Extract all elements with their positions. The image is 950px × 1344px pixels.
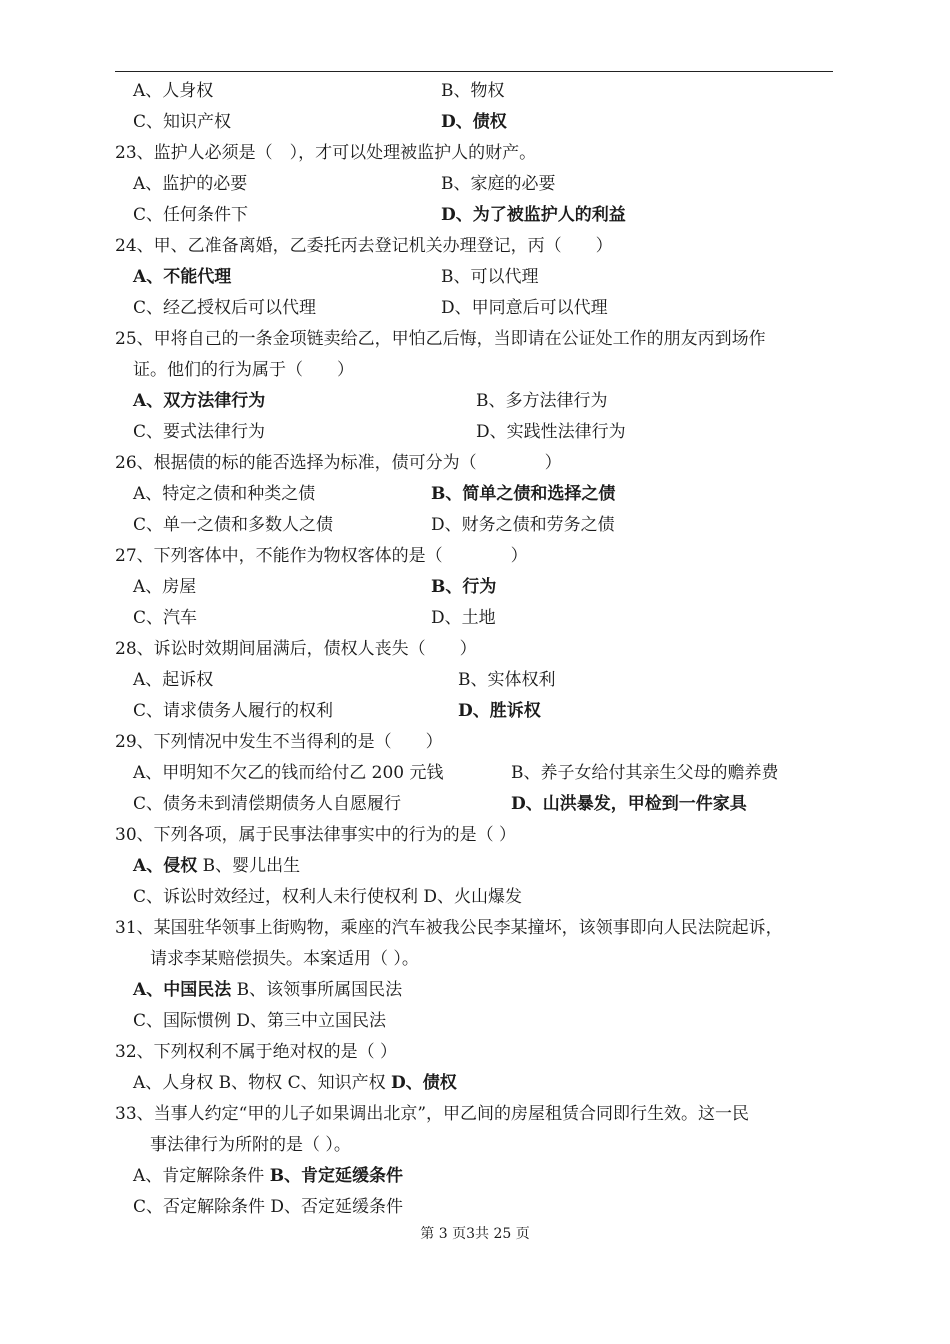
text-line xyxy=(133,360,354,380)
line-text: 23、监护人必须是（ ），才可以处理被监护人的财产。 xyxy=(115,143,537,163)
line-text: 25、甲将自己的一条金项链卖给乙，甲怕乙后悔，当即请在公证处工作的朋友丙到场作 xyxy=(115,329,766,349)
text-line xyxy=(133,577,196,597)
text-line xyxy=(441,174,556,194)
line-text: D、土地 xyxy=(431,608,496,628)
line-text: A、人身权 B、物权 C、知识产权 xyxy=(133,1073,391,1093)
answer-text: D、债权 xyxy=(441,112,507,132)
text-line xyxy=(441,81,505,101)
line-text: B、婴儿出生 xyxy=(197,856,301,876)
answer-text: D、债权 xyxy=(391,1073,457,1093)
line-text: 24、甲、乙准备离婚，乙委托丙去登记机关办理登记，丙（ ） xyxy=(115,236,613,256)
line-text: A、起诉权 xyxy=(133,670,214,690)
text-line xyxy=(115,329,766,349)
line-text: 32、下列权利不属于绝对权的是（ ） xyxy=(115,1042,398,1062)
line-text: C、否定解除条件 D、否定延缓条件 xyxy=(133,1197,404,1217)
line-text: 27、下列客体中，不能作为物权客体的是（ ） xyxy=(115,546,528,566)
text-line xyxy=(150,1135,351,1155)
answer-text: D、胜诉权 xyxy=(458,701,541,721)
line-text: A、甲明知不欠乙的钱而给付乙 200 元钱 xyxy=(133,763,444,783)
text-line xyxy=(115,732,443,752)
line-text: C、债务未到清偿期债务人自愿履行 xyxy=(133,794,402,814)
text-line xyxy=(115,918,783,938)
text-line xyxy=(133,763,444,783)
text-line xyxy=(133,391,265,411)
line-text: C、单一之债和多数人之债 xyxy=(133,515,334,535)
answer-text: B、简单之债和选择之债 xyxy=(431,484,616,504)
line-text: D、甲同意后可以代理 xyxy=(441,298,608,318)
text-line xyxy=(441,267,539,287)
line-text: C、任何条件下 xyxy=(133,205,249,225)
text-line xyxy=(511,763,779,783)
text-line xyxy=(133,267,231,287)
text-line xyxy=(115,639,477,659)
line-text: B、可以代理 xyxy=(441,267,539,287)
line-text: A、监护的必要 xyxy=(133,174,248,194)
line-text: D、实践性法律行为 xyxy=(476,422,626,442)
text-line xyxy=(133,1011,386,1031)
answer-text: A、不能代理 xyxy=(133,267,232,287)
text-line xyxy=(458,670,556,690)
line-text: 证。他们的行为属于（ ） xyxy=(133,360,354,380)
text-line xyxy=(133,205,248,225)
page-footer: 第 3 页3共 25 页 xyxy=(420,1226,530,1242)
line-text: B、物权 xyxy=(441,81,505,101)
line-text: 33、当事人约定“甲的儿子如果调出北京”，甲乙间的房屋租赁合同即行生效。这一民 xyxy=(115,1104,750,1124)
answer-text: A、中国民法 xyxy=(133,980,232,1000)
line-text: C、汽车 xyxy=(133,608,198,628)
line-text: B、养子女给付其亲生父母的赡养费 xyxy=(511,763,779,783)
text-line xyxy=(476,391,608,411)
text-line xyxy=(115,825,516,845)
text-line xyxy=(133,174,247,194)
text-line xyxy=(441,205,626,225)
line-text: B、该领事所属国民法 xyxy=(231,980,403,1000)
text-line xyxy=(458,701,541,721)
line-text: B、实体权利 xyxy=(458,670,556,690)
line-text: 31、某国驻华领事上街购物，乘座的汽车被我公民李某撞坏，该领事即向人民法院起诉， xyxy=(115,918,783,938)
line-text: A、人身权 xyxy=(133,81,214,101)
text-line xyxy=(133,484,315,504)
text-line xyxy=(115,546,528,566)
answer-text: B、肯定延缓条件 xyxy=(269,1166,404,1186)
line-text: D、财务之债和劳务之债 xyxy=(431,515,615,535)
line-text: C、知识产权 xyxy=(133,112,232,132)
answer-text: D、山洪暴发，甲检到一件家具 xyxy=(511,794,747,814)
text-line xyxy=(431,577,496,597)
text-line xyxy=(133,422,265,442)
text-line xyxy=(133,81,213,101)
line-text: 事法律行为所附的是（ ）。 xyxy=(150,1135,351,1155)
line-text: C、经乙授权后可以代理 xyxy=(133,298,317,318)
text-line xyxy=(115,143,536,163)
answer-text: D、为了被监护人的利益 xyxy=(441,205,626,225)
text-line xyxy=(133,112,231,132)
text-line xyxy=(150,949,419,969)
line-text: A、肯定解除条件 xyxy=(133,1166,270,1186)
text-line xyxy=(441,112,507,132)
answer-text: B、行为 xyxy=(431,577,497,597)
text-line xyxy=(133,887,522,907)
line-text: C、请求债务人履行的权利 xyxy=(133,701,334,721)
text-line xyxy=(133,794,401,814)
line-text: 30、下列各项，属于民事法律事实中的行为的是（ ） xyxy=(115,825,517,845)
text-line xyxy=(115,236,613,256)
line-text: B、家庭的必要 xyxy=(441,174,556,194)
line-text: B、多方法律行为 xyxy=(476,391,608,411)
text-line xyxy=(133,1073,457,1093)
text-line xyxy=(115,1042,397,1062)
text-line xyxy=(133,670,213,690)
line-text: 28、诉讼时效期间届满后，债权人丧失（ ） xyxy=(115,639,477,659)
line-text: C、国际惯例 D、第三中立国民法 xyxy=(133,1011,387,1031)
line-text: C、诉讼时效经过，权利人未行使权利 D、火山爆发 xyxy=(133,887,523,907)
text-line xyxy=(115,1104,749,1124)
text-line xyxy=(133,298,316,318)
answer-text: A、侵权 xyxy=(133,856,198,876)
text-line xyxy=(133,856,300,876)
text-line xyxy=(476,422,626,442)
text-line xyxy=(431,608,496,628)
text-line xyxy=(431,515,615,535)
text-line xyxy=(511,794,747,814)
line-text: 请求李某赔偿损失。本案适用（ ）。 xyxy=(150,949,419,969)
line-text: C、要式法律行为 xyxy=(133,422,266,442)
line-text: 29、下列情况中发生不当得利的是（ ） xyxy=(115,732,443,752)
header-rule xyxy=(115,71,833,72)
text-line xyxy=(133,980,402,1000)
text-line xyxy=(115,453,562,473)
text-line xyxy=(133,608,197,628)
text-line xyxy=(133,1166,403,1186)
text-line xyxy=(133,701,333,721)
text-line xyxy=(133,1197,403,1217)
text-line xyxy=(441,298,608,318)
line-text: A、房屋 xyxy=(133,577,197,597)
answer-text: A、双方法律行为 xyxy=(133,391,266,411)
line-text: 26、根据债的标的能否选择为标准，债可分为（ ） xyxy=(115,453,562,473)
text-line xyxy=(133,515,333,535)
text-line xyxy=(431,484,615,504)
line-text: A、特定之债和种类之债 xyxy=(133,484,316,504)
